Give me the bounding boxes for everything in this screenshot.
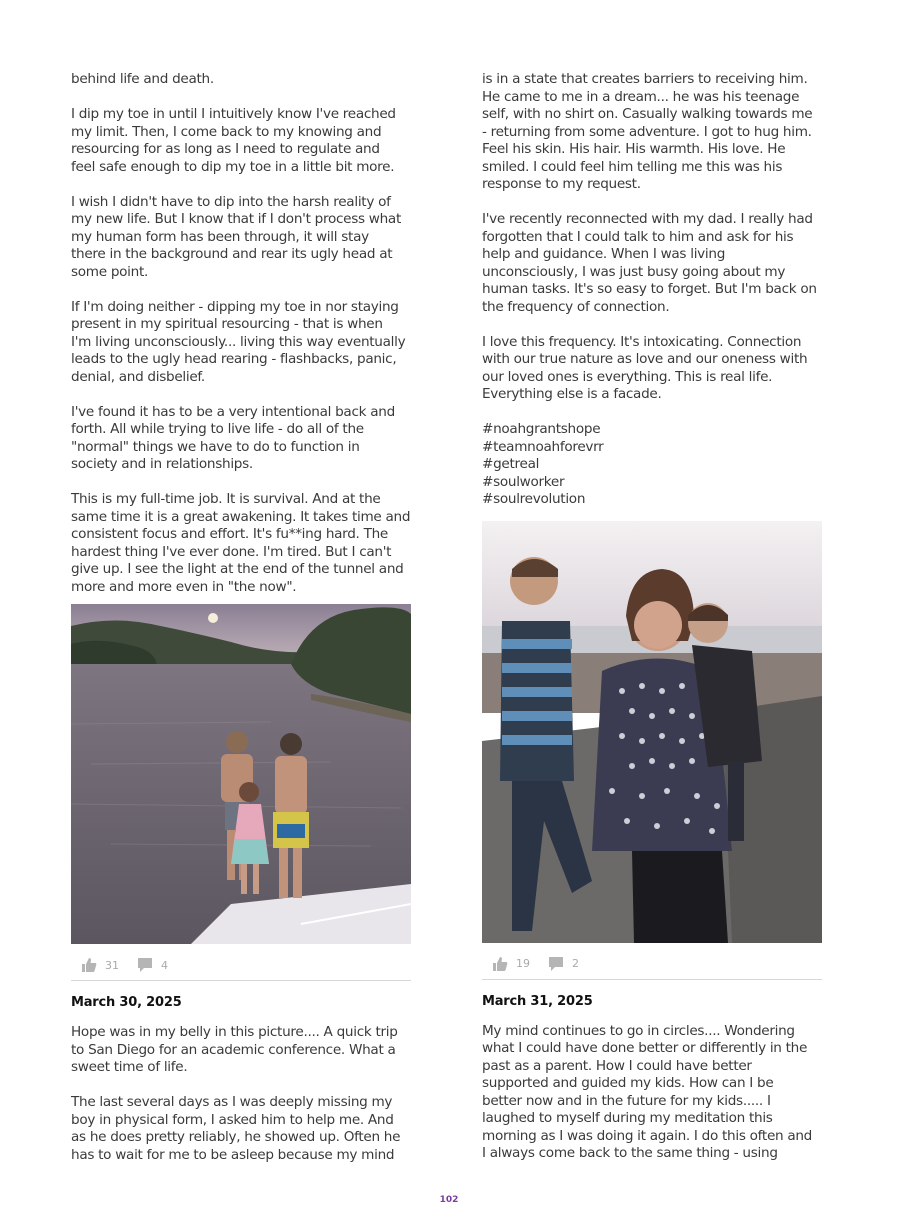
paragraph: I love this frequency. It's intoxicating. Connection with our true nature as love and our oneness with our loved ones is everything. This is real life. Everything else is a facade. — [482, 333, 808, 402]
post-date: March 30, 2025 — [71, 995, 182, 1010]
paragraph: I dip my toe in until I intuitively know I've reached my limit. Then, I come back to my knowing and resourcing for as long as I need to regulate and feel safe enough to dip my toe in a little bit more. — [71, 106, 396, 175]
comment-count: 2 — [572, 957, 579, 970]
right-column — [482, 71, 824, 1163]
thumbs-up-icon[interactable] — [81, 957, 97, 973]
photo-kids-on-boat — [71, 604, 411, 944]
page-number: 102 — [439, 1195, 459, 1205]
paragraph: My mind continues to go in circles.... Wondering what I could have done better or differently in the past as a parent. How I could have better supported and guided my kids. How can I be better now and in the future for my kids..... I laughed to myself during my meditation this morning as I was doing it again. I do this often and I always come back to the same thing - using — [482, 1022, 813, 1161]
photo-mother-and-sons — [482, 521, 822, 943]
paragraph: I've recently reconnected with my dad. I really had forgotten that I could talk to him and ask for his help and guidance. When I was living unconsciously, I was just busy going about my human tasks. It's so easy to forget. But I'm back on the frequency of connection. — [482, 211, 817, 315]
like-count: 19 — [516, 957, 530, 970]
paragraph: This is my full-time job. It is survival. And at the same time it is a great awakening. It takes time and consistent focus and effort. It's fu**ing hard. The hardest thing I've ever done. I'm tired. But I can't give up. I see the light at the end of the tunnel and more and more even in "the now". — [71, 491, 411, 595]
comment-icon[interactable] — [548, 956, 564, 972]
like-count: 31 — [105, 958, 119, 972]
post-date: March 31, 2025 — [482, 993, 593, 1009]
hashtags: #noahgrantshope #teamnoahforevrr #getreal #soulworker #soulrevolution — [482, 421, 604, 507]
paragraph: is in a state that creates barriers to receiving him. He came to me in a dream... he was his teenage self, with no shirt on. Casually walking towards me - returning from some adventure. I got to hug him. Feel his skin. His hair. His warmth. His love. He smiled. I could feel him telling me this was his response to my request. — [482, 71, 813, 192]
paragraph: I've found it has to be a very intentional back and forth. All while trying to live life - do all of the "normal" things we have to do to function in society and in relationships. — [71, 403, 395, 472]
comment-count: 4 — [161, 958, 168, 972]
left-column — [71, 71, 413, 1164]
engagement-bar — [482, 949, 822, 980]
paragraph: If I'm doing neither - dipping my toe in nor staying present in my spiritual resourcing - that is when I'm living unconsciously... living this way eventually leads to the ugly head rearing - flashbacks, panic, denial, and disbelief. — [71, 298, 406, 385]
comment-icon[interactable] — [137, 957, 153, 973]
paragraph: Hope was in my belly in this picture.... A quick trip to San Diego for an academic conference. What a sweet time of life. — [71, 1024, 398, 1075]
paragraph: I wish I didn't have to dip into the harsh reality of my new life. But I know that if I don't process what my human form has been through, it will stay there in the background and rear its ugly head at some point. — [71, 193, 401, 280]
thumbs-up-icon[interactable] — [492, 956, 508, 972]
paragraph: behind life and death. — [71, 71, 214, 87]
engagement-bar — [71, 950, 411, 981]
paragraph: The last several days as I was deeply missing my boy in physical form, I asked him to help me. And as he does pretty reliably, he showed up. Often he has to wait for me to be asleep because my mind — [71, 1094, 401, 1163]
